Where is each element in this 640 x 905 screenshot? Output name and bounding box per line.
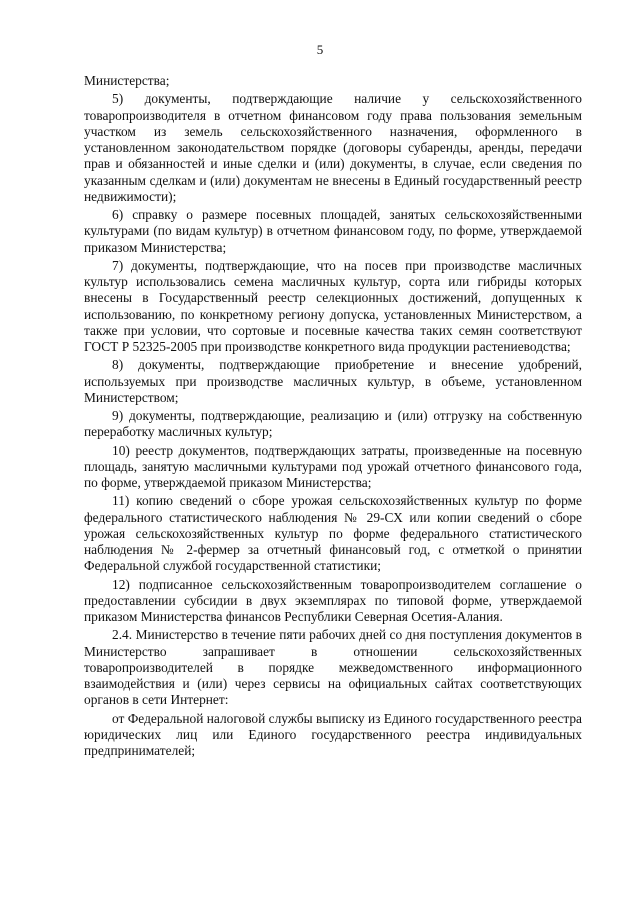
page-number: 5 <box>316 42 324 57</box>
paragraph-item-5: 5) документы, подтверждающие наличие у сельскохозяйственного товаропроизводителя в отчетном финансовом году права пользования земельным участком из земель сельскохозяйственного назначения, оформленного в установленном законодательством порядке (договоры субаренды, аренды, передачи прав и обязанностей и иные сделки и (или) документы, в случае, если сведения по указанным сделкам и (или) документам не внесены в Единый государственный реестр недвижимости); <box>84 91 582 204</box>
paragraph-item-10: 10) реестр документов, подтверждающих затраты, произведенные на посевную площадь, занятую масличными культурами под урожай отчетного финансового года, по форме, утверждаемой приказом Министерства; <box>84 442 582 490</box>
paragraph-tax-service-request: от Федеральной налоговой службы выписку из Единого государственного реестра юридических лиц или Единого государственного реестра индивидуальных предпринимателей; <box>84 710 582 758</box>
paragraph-continuation: Министерства; <box>84 73 170 88</box>
paragraph-item-12: 12) подписанное сельскохозяйственным товаропроизводителем соглашение о предоставлении субсидии в двух экземплярах по типовой форме, утверждаемой приказом Министерства финансов Республики Северная Осетия-Алания. <box>84 576 582 624</box>
paragraph-item-8: 8) документы, подтверждающие приобретение и внесение удобрений, используемых при производстве масличных культур, в объеме, установленном Министерством; <box>84 357 582 405</box>
paragraph-item-11: 11) копию сведений о сборе урожая сельскохозяйственных культур по форме федерального статистического наблюдения № 29-СХ или копии сведений о сборе урожая сельскохозяйственных культур по форме федерального статистического наблюдения № 2-фермер за отчетный финансовый год, с отметкой о принятии Федеральной службой государственной статистики; <box>84 493 582 574</box>
paragraph-section-2-4: 2.4. Министерство в течение пяти рабочих дней со дня поступления документов в Министерство запрашивает в отношении сельскохозяйственных товаропроизводителей в порядке межведомственного информационного взаимодействия и (или) через сервисы на официальных сайтах соответствующих органов в сети Интернет: <box>84 627 582 708</box>
paragraph-item-9: 9) документы, подтверждающие, реализацию и (или) отгрузку на собственную переработку масличных культур; <box>84 408 582 440</box>
body-text <box>84 73 582 759</box>
paragraph-item-7: 7) документы, подтверждающие, что на посев при производстве масличных культур использовались семена масличных культур, сорта или гибриды которых внесены в Государственный реестр селекционных достижений, допущенных к использованию, по конкретному региону допуска, установленных Министерством, а также при условии, что сортовые и посевные качества таких семян соответствуют ГОСТ Р 52325-2005 при производстве конкретного вида продукции растениеводства; <box>84 257 582 354</box>
paragraph-item-6: 6) справку о размере посевных площадей, занятых сельскохозяйственными культурами (по видам культур) в отчетном финансовом году, по форме, утверждаемой приказом Министерства; <box>84 207 582 255</box>
